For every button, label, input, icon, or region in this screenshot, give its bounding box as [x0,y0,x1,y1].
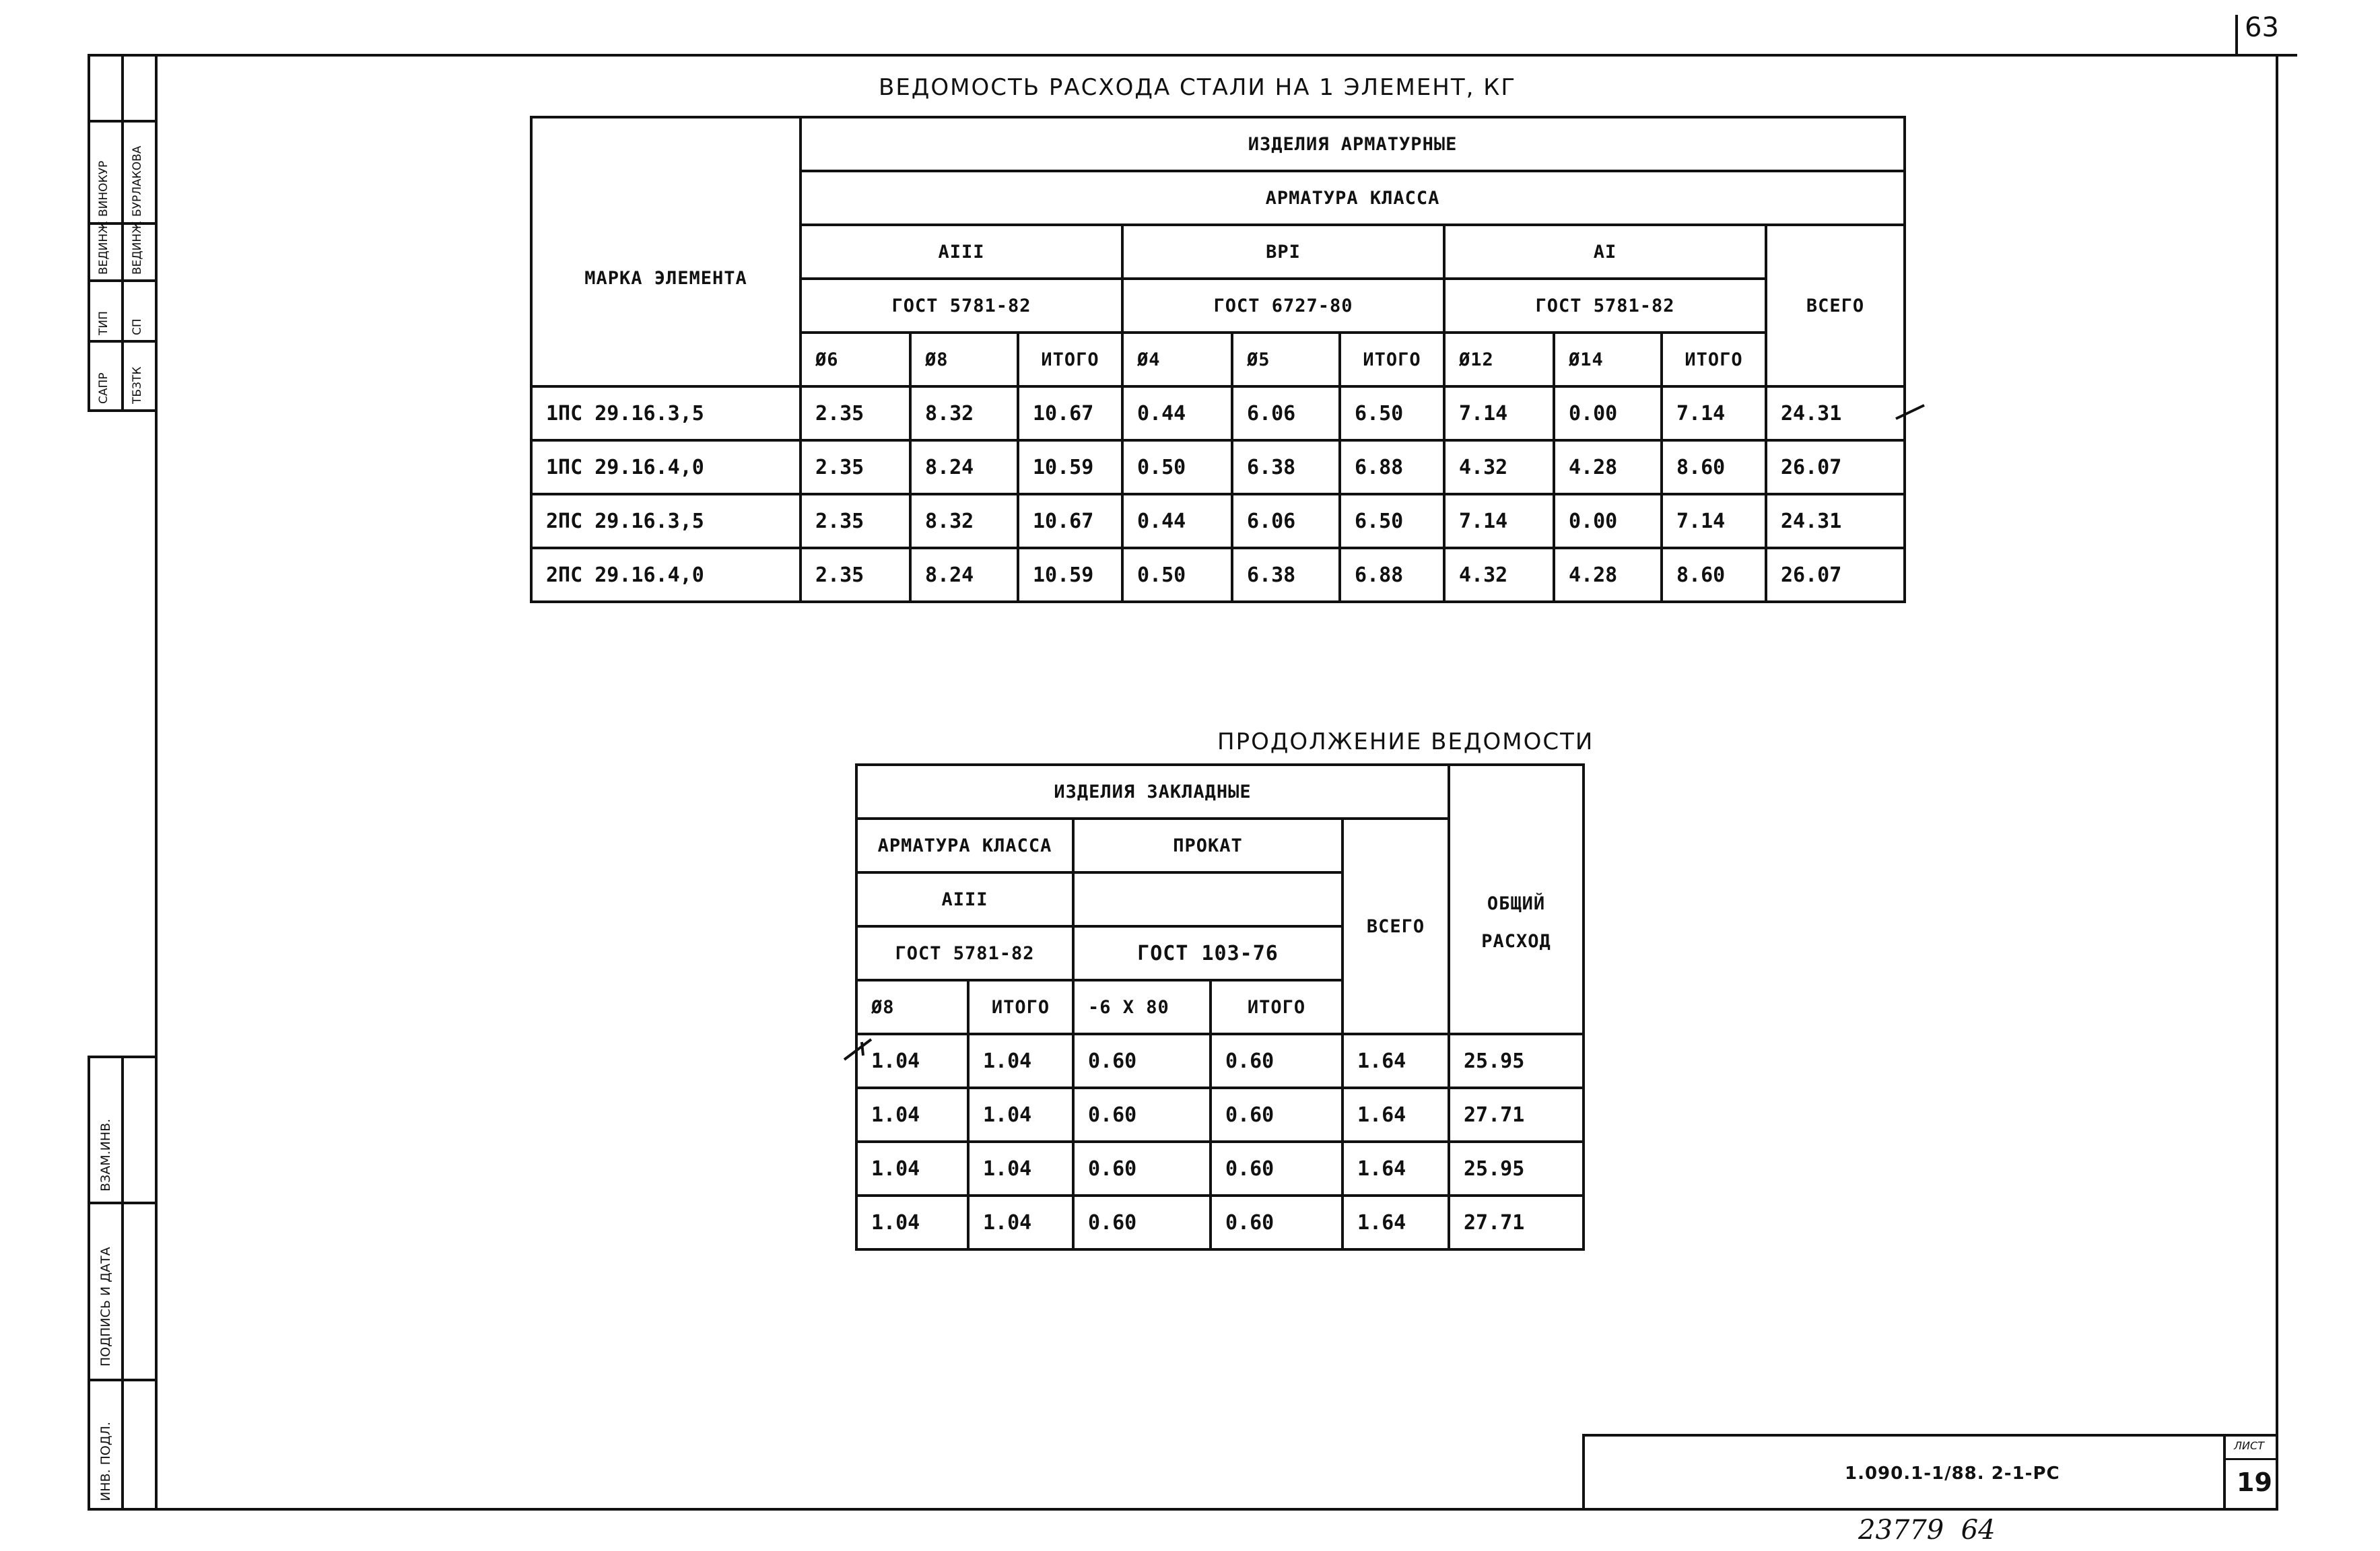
value-cell: 1.04 [968,1196,1073,1249]
value-cell: 0.00 [1554,386,1662,440]
value-cell: 10.67 [1018,494,1122,548]
value-cell: 0.60 [1211,1196,1342,1249]
value-cell: 1.64 [1342,1196,1449,1249]
stamp-bottom-border-mid [121,1056,124,1511]
stamp-top-sep-4 [88,340,158,343]
value-cell: 6.50 [1340,494,1444,548]
value-cell: 0.60 [1073,1088,1211,1142]
cont-col-header: Ø8 [856,980,968,1034]
header-prokat: ПРОКАТ [1073,819,1342,872]
col-header: Ø4 [1122,333,1232,386]
value-cell: 0.60 [1073,1142,1211,1196]
stamp-top-c1-1: ВИНОКУР [97,160,110,217]
table-row [531,440,1905,494]
value-cell: 0.60 [1211,1142,1342,1196]
header-blank [531,117,801,171]
value-cell: 1.04 [856,1034,968,1088]
value-cell: 4.32 [1444,548,1554,602]
stamp-label-signature-date: ПОДПИСЬ И ДАТА [98,1247,113,1367]
sheet-label: ЛИСТ [2234,1439,2264,1452]
value-cell: 24.31 [1766,386,1905,440]
cont-col-header: ИТОГО [968,980,1073,1034]
value-cell: 0.60 [1211,1088,1342,1142]
title-block-left [1582,1434,1585,1509]
header-class-ai: АI [1444,225,1766,279]
value-cell: 1.64 [1342,1142,1449,1196]
cont-table-title: ПРОДОЛЖЕНИЕ ВЕДОМОСТИ [1217,728,1594,755]
value-cell: 1.04 [968,1088,1073,1142]
value-cell: 1.64 [1342,1088,1449,1142]
value-cell: 7.14 [1662,494,1766,548]
element-mark-cell: 2ПС 29.16.3,5 [531,494,801,548]
stamp-top-c2-1: БУРЛАКОВА [131,145,144,217]
value-cell: 2.35 [801,548,910,602]
header-gost-vri: ГОСТ 6727-80 [1122,279,1444,333]
value-cell: 0.60 [1073,1196,1211,1249]
value-cell: 8.32 [910,386,1018,440]
title-block-sheet-divider [2223,1434,2226,1509]
value-cell: 25.95 [1449,1034,1584,1088]
stamp-label-vzam-inv: ВЗАМ.ИНВ. [98,1118,113,1192]
stamp-label-inv-podl: ИНВ. ПОДЛ. [98,1421,113,1501]
value-cell: 27.71 [1449,1088,1584,1142]
element-mark-cell: 2ПС 29.16.4,0 [531,548,801,602]
value-cell: 7.14 [1662,386,1766,440]
header-class-aiii: АIII [801,225,1122,279]
title-block-sheet-hline [2223,1458,2278,1460]
stamp-top-c1-2: ВЕДИНЖ [97,221,110,275]
value-cell: 7.14 [1444,494,1554,548]
header-cont-class-aiii: АIII [856,872,1073,926]
stamp-top-sep-3 [88,279,158,282]
table-row [856,1088,1584,1142]
stamp-top-border-bottom [88,409,158,412]
header-cont-gost-2: ГОСТ 103-76 [1073,926,1342,980]
value-cell: 2.35 [801,440,910,494]
stamp-top-border-top [88,54,158,57]
value-cell: 0.60 [1073,1034,1211,1088]
value-cell: 8.60 [1662,548,1766,602]
frame-left-line [155,54,158,1509]
value-cell: 6.38 [1232,548,1340,602]
frame-bottom-line [88,1508,2278,1511]
frame-right-line [2276,54,2278,1509]
stamp-bottom-border-top [88,1056,158,1058]
value-cell: 25.95 [1449,1142,1584,1196]
value-cell: 0.00 [1554,494,1662,548]
value-cell: 0.50 [1122,440,1232,494]
value-cell: 27.71 [1449,1196,1584,1249]
value-cell: 7.14 [1444,386,1554,440]
value-cell: 6.88 [1340,440,1444,494]
stamp-top-c1-3: ТИП [97,311,110,335]
header-element-mark: МАРКА ЭЛЕМЕНТА [531,171,801,386]
table-row [856,1196,1584,1249]
corner-page-number: 63 [2245,12,2279,43]
value-cell: 2.35 [801,386,910,440]
value-cell: 1.04 [856,1088,968,1142]
header-class-vri: ВРI [1122,225,1444,279]
document-code: 1.090.1-1/88. 2-1-РС [1845,1463,2060,1484]
value-cell: 24.31 [1766,494,1905,548]
value-cell: 6.06 [1232,494,1340,548]
table-row [531,386,1905,440]
frame-top-line [155,54,2297,57]
header-prokat-blank [1073,872,1342,926]
value-cell: 6.50 [1340,386,1444,440]
stamp-top-c2-3: СП [131,318,144,335]
header-overall-consumption [1449,765,1584,1034]
bottom-inventory-note: 23779 64 [1858,1515,1996,1546]
header-reinforcement-products: ИЗДЕЛИЯ АРМАТУРНЫЕ [801,117,1905,171]
col-header: ИТОГО [1018,333,1122,386]
sheet-number: 19 [2237,1468,2272,1497]
stamp-top-c2-4: ТБЗТК [131,366,144,404]
value-cell: 26.07 [1766,548,1905,602]
value-cell: 0.44 [1122,386,1232,440]
cont-col-header: -6 Х 80 [1073,980,1211,1034]
value-cell: 0.60 [1211,1034,1342,1088]
element-mark-cell: 1ПС 29.16.4,0 [531,440,801,494]
value-cell: 8.32 [910,494,1018,548]
main-table-title: ВЕДОМОСТЬ РАСХОДА СТАЛИ НА 1 ЭЛЕМЕНТ, КГ [879,74,1517,101]
corner-tick [2235,15,2238,54]
col-header: Ø12 [1444,333,1554,386]
stamp-top-sep-1 [88,120,158,123]
table-row [856,1142,1584,1196]
stamp-top-c1-4: САПР [97,372,110,404]
value-cell: 6.88 [1340,548,1444,602]
value-cell: 1.04 [968,1142,1073,1196]
header-cont-total: ВСЕГО [1342,819,1449,1034]
table-row [856,1034,1584,1088]
header-total: ВСЕГО [1766,225,1905,386]
col-header: ИТОГО [1662,333,1766,386]
stamp-bottom-border-left [88,1056,90,1511]
stamp-bottom-sep-1 [88,1202,158,1204]
check-mark-icon [842,1035,875,1062]
col-header: Ø8 [910,333,1018,386]
value-cell: 6.06 [1232,386,1340,440]
value-cell: 8.60 [1662,440,1766,494]
header-cont-class: АРМАТУРА КЛАССА [856,819,1073,872]
cont-steel-table [855,763,1585,1251]
table-row [531,548,1905,602]
stamp-top-c2-2: ВЕДИНЖ [131,221,144,275]
header-gost-ai: ГОСТ 5781-82 [1444,279,1766,333]
value-cell: 10.67 [1018,386,1122,440]
col-header: Ø6 [801,333,910,386]
value-cell: 4.28 [1554,440,1662,494]
value-cell: 8.24 [910,440,1018,494]
header-gost-aiii: ГОСТ 5781-82 [801,279,1122,333]
value-cell: 26.07 [1766,440,1905,494]
stamp-top-border-left [88,54,90,411]
value-cell: 1.04 [968,1034,1073,1088]
col-header: ИТОГО [1340,333,1444,386]
value-cell: 6.38 [1232,440,1340,494]
cont-col-header: ИТОГО [1211,980,1342,1034]
header-reinforcement-class: АРМАТУРА КЛАССА [801,171,1905,225]
value-cell: 0.50 [1122,548,1232,602]
value-cell: 4.28 [1554,548,1662,602]
stamp-top-border-mid [121,54,124,411]
col-header: Ø5 [1232,333,1340,386]
element-mark-cell: 1ПС 29.16.3,5 [531,386,801,440]
value-cell: 1.64 [1342,1034,1449,1088]
title-block-top [1582,1434,2278,1437]
value-cell: 1.04 [856,1142,968,1196]
header-cont-gost-1: ГОСТ 5781-82 [856,926,1073,980]
value-cell: 10.59 [1018,440,1122,494]
table-row [531,494,1905,548]
header-embedded-products: ИЗДЕЛИЯ ЗАКЛАДНЫЕ [856,765,1449,819]
value-cell: 1.04 [856,1196,968,1249]
main-steel-table [530,116,1906,603]
value-cell: 8.24 [910,548,1018,602]
value-cell: 4.32 [1444,440,1554,494]
value-cell: 10.59 [1018,548,1122,602]
value-cell: 0.44 [1122,494,1232,548]
col-header: Ø14 [1554,333,1662,386]
stamp-bottom-sep-2 [88,1379,158,1381]
header-overall-consumption-text: ОБЩИЙ РАСХОД [1481,893,1551,952]
check-mark-icon [1893,401,1927,421]
value-cell: 2.35 [801,494,910,548]
